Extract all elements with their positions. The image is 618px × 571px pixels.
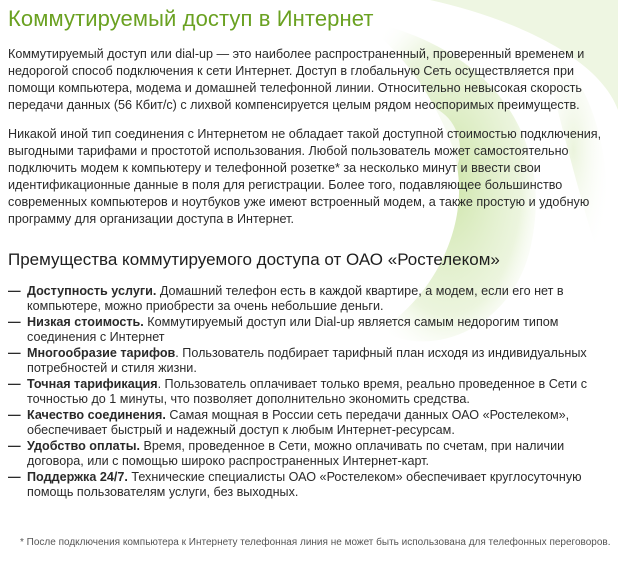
- list-item: [8, 377, 608, 407]
- list-item: [8, 408, 608, 438]
- advantage-text: Самая мощная в России сеть передачи данных ОАО «Ростелеком», обеспечивает быстрый и надежный доступ к любым Интернет-ресурсам.: [27, 408, 570, 437]
- list-item: [8, 346, 608, 376]
- advantage-term: Поддержка 24/7.: [27, 470, 128, 484]
- advantage-term: Низкая стоимость.: [27, 315, 144, 329]
- footnote: * После подключения компьютера к Интернету телефонная линия не может быть использована для телефонных переговоров.: [20, 537, 611, 548]
- advantage-term: Доступность услуги.: [27, 284, 157, 298]
- intro-paragraph: Коммутируемый доступ или dial-up — это наиболее распространенный, проверенный временем и недорогой способ подключения к сети Интернет. Доступ в глобальную Сеть осуществляется при помощи компьютера, модема и домашней телефонной линии. Относительно невысокая скорость передачи данных (56 Кбит/с) с лихвой компенсируется целым рядом неоспоримых преимуществ.: [8, 47, 585, 112]
- bullet-marker: —: [8, 315, 21, 329]
- advantage-text: . Пользователь оплачивает только время, реально проведенное в Сети с точностью до 1 минуты, что позволяет дополнительно экономить средства.: [27, 377, 587, 406]
- list-item: [8, 439, 608, 469]
- bullet-marker: —: [8, 284, 21, 298]
- bullet-marker: —: [8, 408, 21, 422]
- advantage-term: Многообразие тарифов: [27, 346, 176, 360]
- bullet-marker: —: [8, 346, 21, 360]
- advantages-list: [8, 284, 608, 500]
- advantage-term: Удобство оплаты.: [27, 439, 141, 453]
- advantage-term: Качество соединения.: [27, 408, 166, 422]
- page-title: Коммутируемый доступ в Интернет: [8, 6, 374, 31]
- bullet-marker: —: [8, 439, 21, 453]
- bullet-marker: —: [8, 470, 21, 484]
- list-item: [8, 315, 608, 345]
- advantage-text: . Пользователь подбирает тарифный план исходя из индивидуальных потребностей и стиля жизни.: [27, 346, 587, 375]
- bullet-marker: —: [8, 377, 21, 391]
- advantages-heading: Премущества коммутируемого доступа от ОАО «Ростелеком»: [8, 250, 500, 269]
- list-item: [8, 284, 608, 314]
- advantage-text: Коммутируемый доступ или Dial-up является самым недорогим типом соединения с Интернет: [27, 315, 559, 344]
- advantage-text: Технические специалисты ОАО «Ростелеком» обеспечивает круглосуточную помощь пользователям услуги, без выходных.: [27, 470, 582, 499]
- advantage-text: Домашний телефон есть в каждой квартире, а модем, если его нет в компьютере, можно приобрести за очень небольшие деньги.: [27, 284, 564, 313]
- details-paragraph: Никакой иной тип соединения с Интернетом не обладает такой доступной стоимостью подключения, выгодными тарифами и простотой использования. Любой пользователь может самостоятельно подключить модем к компьютеру и телефонной розетке* за несколько минут и ввести свои идентификационные данные в поля для регистрации. Более того, подавляющее большинство современных компьютеров и ноутбуков уже имеют встроенный модем, а также простую и удобную программу для организации доступа в Интернет.: [8, 127, 602, 226]
- list-item: [8, 470, 608, 500]
- advantage-term: Точная тарификация: [27, 377, 158, 391]
- advantage-text: Время, проведенное в Сети, можно оплачивать по счетам, при наличии договора, или с помощью широко распространенных Интернет-карт.: [27, 439, 565, 468]
